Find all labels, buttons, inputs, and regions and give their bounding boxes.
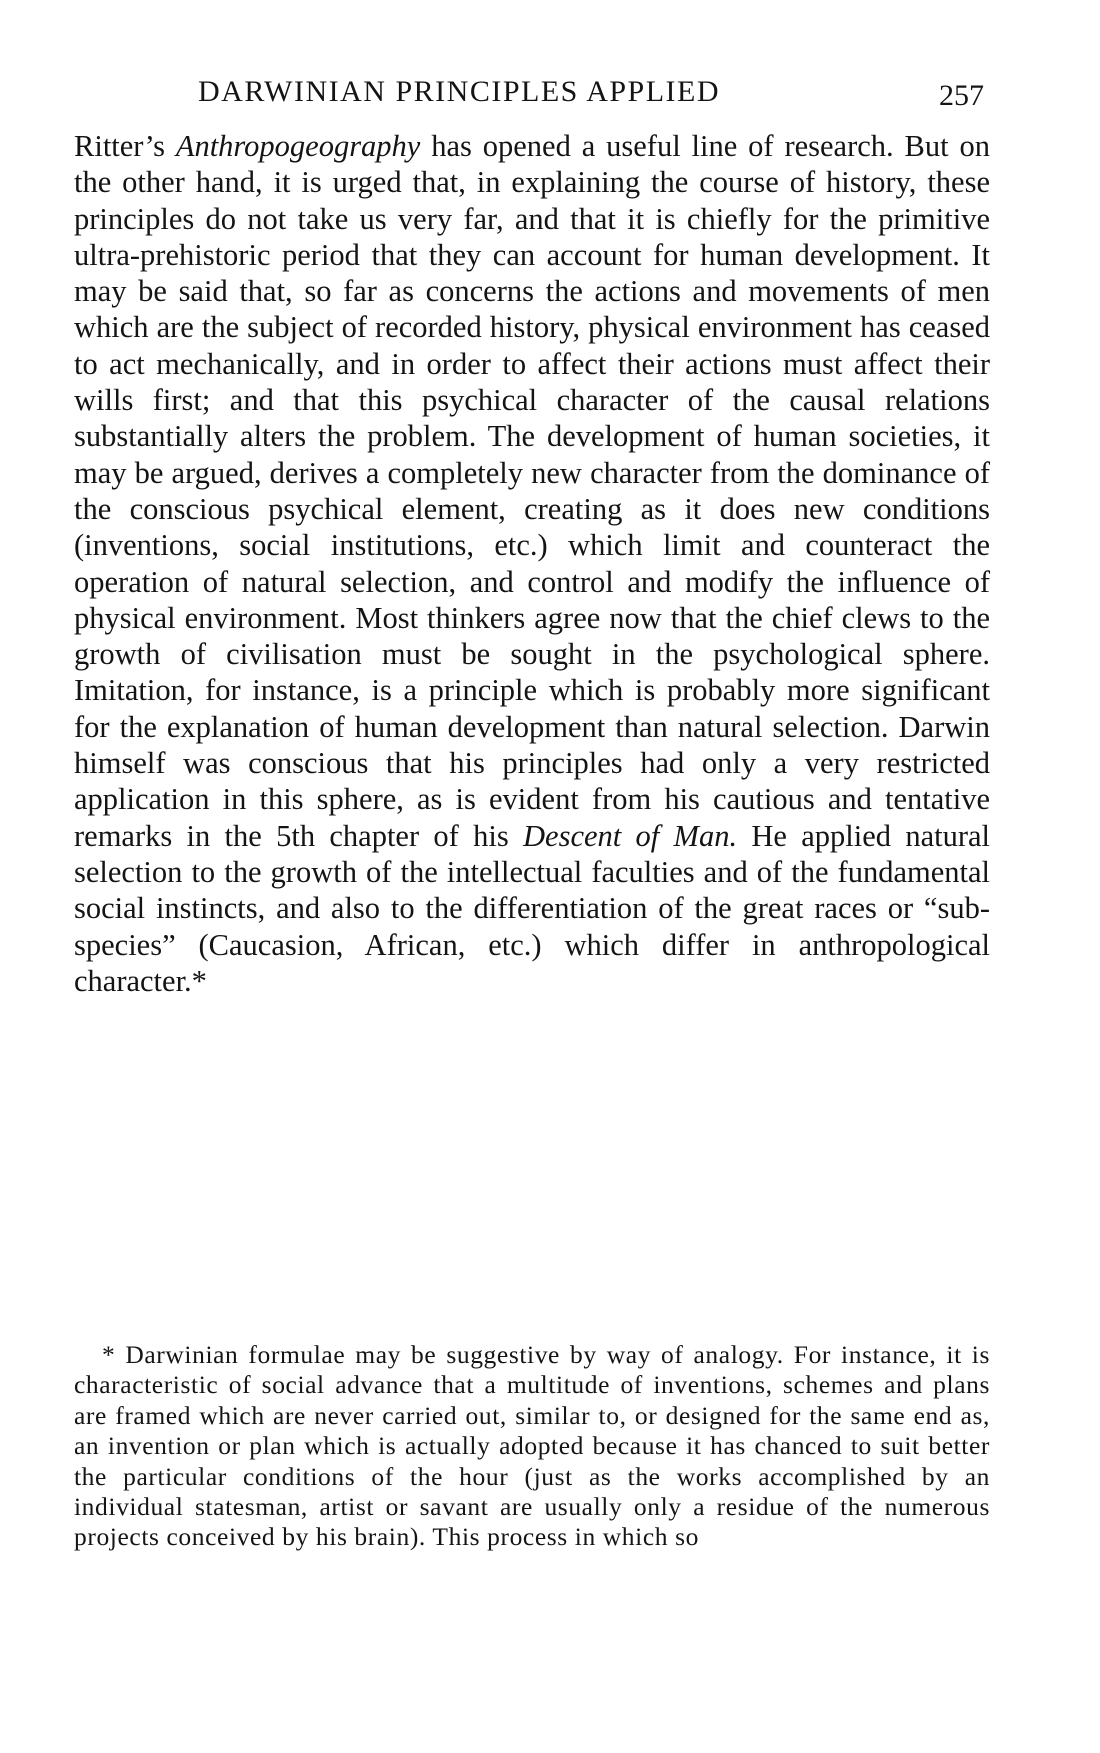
- running-head: [74, 70, 990, 114]
- body-text-segment: has opened a useful line of research. But on the other hand, it is urged that, in explaining the course of history, these principles do not take us very far, and that it is chiefly for the primitive ultra-prehistoric period that they can account for human development. It may be said that, so far as concerns the actions and movements of men which are the subject of recorded history, physical environment has ceased to act mechanically, and in order to affect their actions must affect their wills first; and that this psychical character of the causal relations substantially alters the problem. The development of human societies, it may be argued, derives a completely new character from the dominance of the conscious psychical element, creating as it does new conditions (inventions, social institutions, etc.) which limit and counteract the operation of natural selection, and control and modify the influence of physical environment. Most thinkers agree now that the chief clews to the growth of civilisation must be sought in the psychological sphere. Imitation, for instance, is a principle which is probably more significant for the explanation of human development than natural selection. Darwin himself was conscious that his principles had only a very restricted application in this sphere, as is evident from his cautious and tentative remarks in the 5th chapter of his: [74, 129, 990, 853]
- page-number: 257: [939, 79, 984, 112]
- footnote: * Darwinian formulae may be suggestive by way of analogy. For instance, it is characteristic of social advance that a multitude of inventions, schemes and plans are framed which are never carried out, similar to, or designed for the same end as, an invention or plan which is actually adopted because it has chanced to suit better the particular conditions of the hour (just as the works accomplished by an individual statesman, artist or savant are usually only a residue of the numerous projects conceived by his brain). This process in which so: [74, 1340, 990, 1552]
- running-title: DARWINIAN PRINCIPLES APPLIED: [198, 75, 721, 108]
- body-text-segment: Ritter’s: [74, 129, 176, 163]
- italic-title-descent-of-man: Descent of Man.: [523, 818, 738, 853]
- body-paragraph: [74, 128, 990, 999]
- body-text-segment: He applied natural selection to the growth of the intellectual faculties and of the fundamental social instincts, and also to the differentiation of the great races or “sub-species” (Caucasion, African, etc.) which differ in anthropological character.*: [74, 818, 991, 998]
- italic-title-anthropogeography: Anthropogeography: [175, 129, 421, 163]
